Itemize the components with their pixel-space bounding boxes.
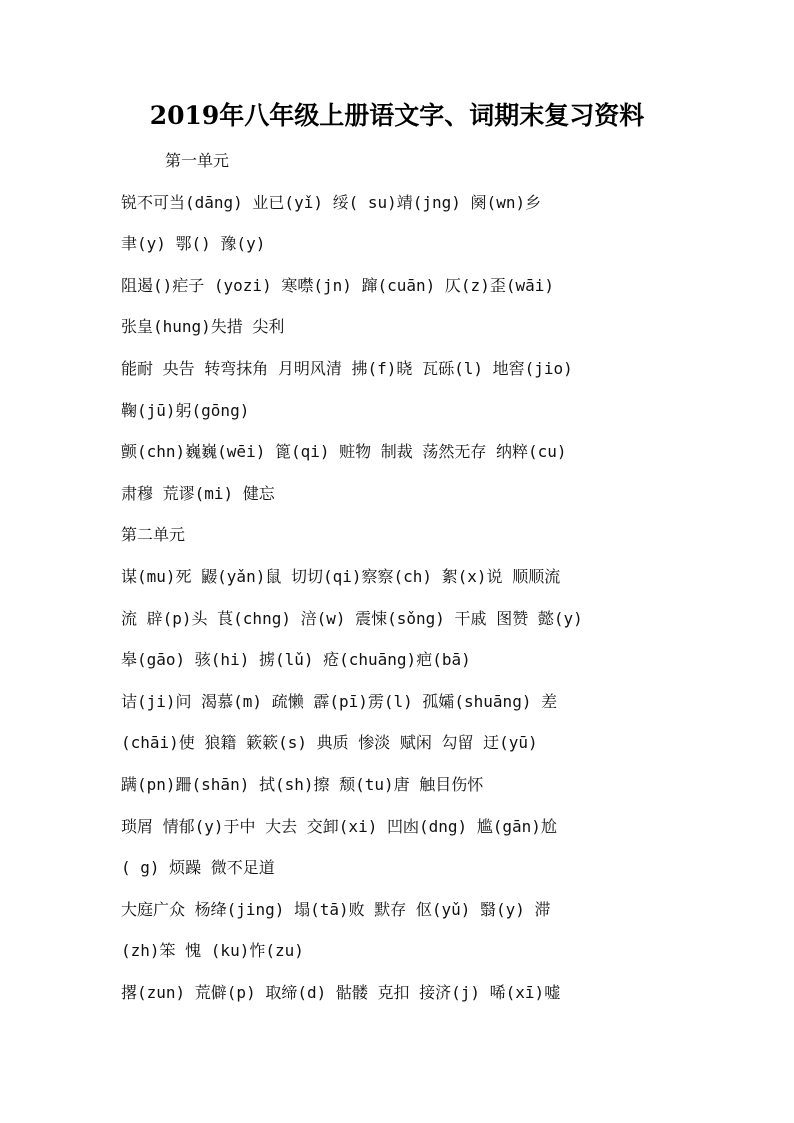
text-line: ( g) 烦躁 微不足道: [121, 858, 275, 878]
document-title: 2019年八年级上册语文字、词期末复习资料: [149, 101, 645, 130]
text-line: 肃穆 荒谬(mi) 健忘: [121, 483, 275, 503]
text-line: 蹒(pn)跚(shān) 拭(sh)擦 颓(tu)唐 触目伤怀: [121, 774, 484, 794]
text-line: 锐不可当(dāng) 业已(yǐ) 绥( su)靖(jng) 阕(wn)乡: [121, 192, 542, 212]
text-line: 琐屑 情郁(y)于中 大去 交卸(xi) 凹凼(dng) 尴(gān)尬: [121, 816, 557, 836]
text-line: (chāi)使 狼籍 簌簌(s) 典质 惨淡 赋闲 勾留 迂(yū): [121, 733, 538, 753]
text-line: (zh)笨 愧 (ku)怍(zu): [121, 941, 304, 961]
text-line: 大庭广众 杨绛(jing) 塌(tā)败 默存 伛(yǔ) 翳(y) 滞: [121, 899, 551, 919]
text-line: 皋(gāo) 骇(hi) 掳(lǔ) 疮(chuāng)疤(bā): [121, 650, 471, 670]
text-line: 能耐 央告 转弯抹角 月明风清 拂(f)晓 瓦砾(l) 地窖(jio): [121, 358, 573, 378]
section-heading-unit-1: 第一单元: [165, 151, 230, 170]
text-line: 鞠(jū)躬(gōng): [121, 400, 250, 420]
text-line: 颤(chn)巍巍(wēi) 篦(qi) 赃物 制裁 荡然无存 纳粹(cu): [121, 442, 567, 462]
text-line: 诘(ji)问 渴慕(m) 疏懒 霹(pī)雳(l) 孤孀(shuāng) 差: [121, 691, 558, 711]
section-heading-unit-2: 第二单元: [121, 525, 186, 545]
text-line: 阻遏()疟子 (yozi) 寒噤(jn) 蹿(cuān) 仄(z)歪(wāi): [121, 275, 554, 295]
text-line: 张皇(hung)失措 尖利: [121, 317, 285, 337]
text-line: 聿(y) 鄂() 豫(y): [121, 234, 266, 254]
text-line: 撂(zun) 荒僻(p) 取缔(d) 骷髅 克扣 接济(j) 唏(xī)嘘: [121, 982, 561, 1002]
text-line: 流 辟(p)头 茛(chng) 涪(w) 震悚(sǒng) 干戚 图赞 懿(y): [121, 608, 583, 628]
text-line: 谋(mu)死 鼹(yǎn)鼠 切切(qi)察察(ch) 絮(x)说 顺顺流: [121, 566, 561, 586]
document-body: [121, 140, 761, 1013]
